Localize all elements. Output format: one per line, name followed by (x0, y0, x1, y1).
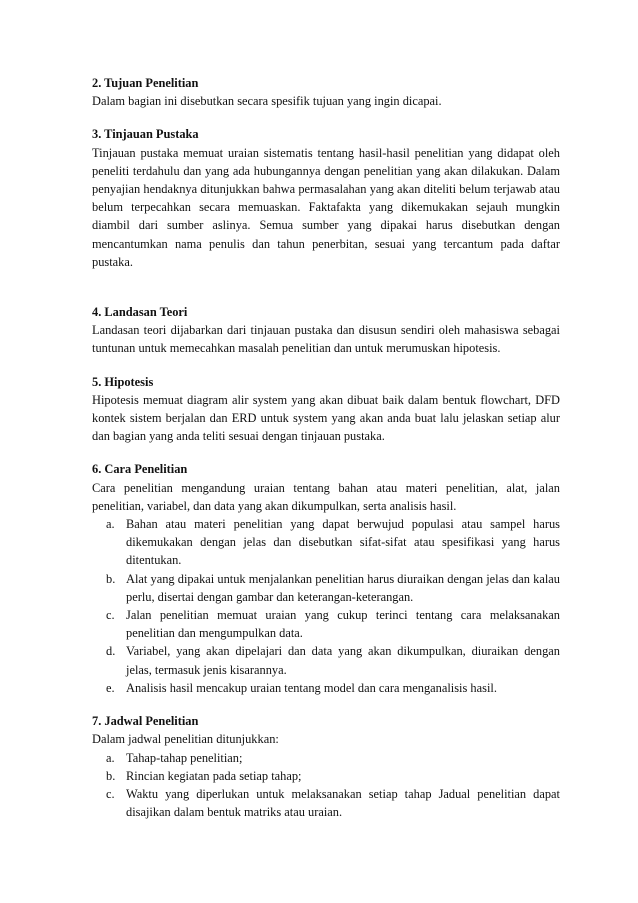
section-heading: 5. Hipotesis (92, 374, 154, 389)
section-paragraph: Hipotesis memuat diagram alir system yang akan dibuat baik dalam bentuk flowchart, DFD kontek sistem berjalan dan ERD untuk system yang akan anda buat lalu jelaskan setiap alur dan bagian yang anda teliti sesuai dengan tinjauan pustaka. (92, 392, 560, 444)
section-heading: 3. Tinjauan Pustaka (92, 127, 199, 142)
section-tujuan-penelitian (92, 74, 560, 110)
list-marker: a. (106, 750, 115, 765)
section-paragraph: Cara penelitian mengandung uraian tentang bahan atau materi penelitian, alat, jalan penelitian, variabel, dan data yang akan dikumpulkan, serta analisis hasil. (92, 480, 560, 513)
section-tinjauan-pustaka (92, 125, 560, 271)
list-item-text: Tahap-tahap penelitian; (126, 750, 243, 765)
list-marker: e. (106, 680, 115, 695)
list-item (92, 515, 560, 570)
list-item (92, 642, 560, 678)
list-marker: c. (106, 786, 115, 801)
list-item (92, 785, 560, 821)
section-paragraph: Tinjauan pustaka memuat uraian sistematis tentang hasil-hasil penelitian yang didapat oleh peneliti terdahulu dan yang ada hubungannya dengan penelitian yang akan dilakukan. Dalam penyajian hendaknya ditunjukkan bahwa permasalahan yang akan diteliti belum terjawab atau belum terpecahkan secara memuaskan. Faktafakta yang dikemukakan sejauh mungkin diambil dari sumber aslinya. Semua sumber yang dipakai harus disebutkan dengan mencantumkan nama penulis dan tahun penerbitan, sesuai yang tercantum pada daftar pustaka. (92, 145, 560, 269)
document-page (92, 74, 560, 821)
section-landasan-teori (92, 303, 560, 358)
section-heading: 2. Tujuan Penelitian (92, 76, 199, 90)
list-marker: b. (106, 768, 116, 783)
list-item-text: Variabel, yang akan dipelajari dan data yang akan dikumpulkan, diuraikan dengan jelas, termasuk jenis kisarannya. (126, 644, 560, 677)
list-marker: a. (106, 517, 115, 532)
list-marker: c. (106, 608, 115, 623)
list-item-text: Analisis hasil mencakup uraian tentang model dan cara menganalisis hasil. (126, 680, 497, 695)
section-paragraph: Dalam jadwal penelitian ditunjukkan: (92, 732, 279, 747)
cara-penelitian-list (92, 515, 560, 697)
list-item-text: Rincian kegiatan pada setiap tahap; (126, 768, 302, 783)
section-cara-penelitian (92, 460, 560, 697)
list-item-text: Bahan atau materi penelitian yang dapat berwujud populasi atau sampel harus dikemukakan dengan jelas dan disebutkan sifat-sifat atau spesifikasi yang harus ditentukan. (126, 517, 560, 568)
list-item-text: Alat yang dipakai untuk menjalankan penelitian harus diuraikan dengan jelas dan kalau perlu, disertai dengan gambar dan keterangan-keterangan. (126, 571, 560, 604)
section-jadwal-penelitian (92, 712, 560, 821)
section-hipotesis (92, 373, 560, 446)
jadwal-penelitian-list (92, 749, 560, 822)
section-paragraph: Dalam bagian ini disebutkan secara spesifik tujuan yang ingin dicapai. (92, 94, 442, 109)
list-item (92, 570, 560, 606)
section-paragraph: Landasan teori dijabarkan dari tinjauan pustaka dan disusun sendiri oleh mahasiswa sebagai tuntunan untuk memecahkan masalah penelitian dan untuk merumuskan hipotesis. (92, 323, 560, 356)
list-item-text: Waktu yang diperlukan untuk melaksanakan setiap tahap Jadual penelitian dapat disajikan dalam bentuk matriks atau uraian. (126, 786, 560, 820)
list-item (92, 749, 560, 767)
section-heading: 4. Landasan Teori (92, 305, 188, 320)
list-item (92, 679, 560, 697)
list-item (92, 606, 560, 642)
section-heading: 7. Jadwal Penelitian (92, 714, 199, 729)
list-item-text: Jalan penelitian memuat uraian yang cukup terinci tentang cara melaksanakan penelitian dan mengumpulkan data. (126, 608, 560, 641)
list-marker: b. (106, 571, 116, 586)
section-heading: 6. Cara Penelitian (92, 462, 188, 477)
list-item (92, 767, 560, 785)
list-marker: d. (106, 644, 116, 659)
